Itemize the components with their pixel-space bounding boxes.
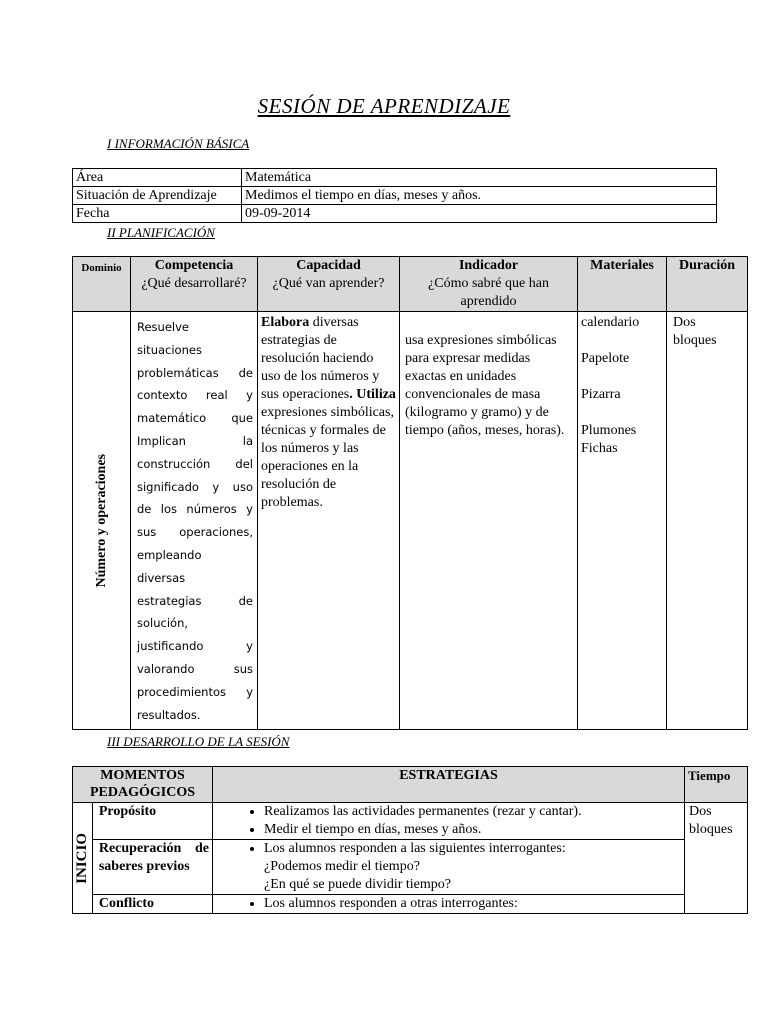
list-item: • Medir el tiempo en días, meses y años. [264, 821, 681, 839]
competencia-line: contexto real y [137, 388, 253, 403]
competencia-line: construcción del [137, 456, 253, 471]
competencia-line: estrategias de [137, 593, 253, 608]
question-line: ¿En qué se puede dividir tiempo? [264, 877, 451, 892]
info-value: Matemática [242, 169, 717, 187]
competencia-line: significado y uso [137, 479, 253, 494]
competencia-line: Implican la [137, 433, 253, 448]
header-competencia: Competencia ¿Qué desarrollaré? [131, 257, 258, 312]
info-label: Fecha [73, 205, 242, 223]
competencia-line: problemáticas de [137, 365, 253, 380]
competencia-line: diversas [137, 570, 186, 585]
dominio-text: Número y operaciones [93, 453, 109, 588]
competencia-line: situaciones [137, 342, 202, 357]
material-item: Papelote [581, 351, 630, 366]
competencia-line: empleando [137, 547, 202, 562]
info-row-situacion [73, 187, 717, 205]
page-title: SESIÓN DE APRENDIZAJE [257, 94, 511, 118]
competencia-line: de los números y [137, 502, 253, 517]
competencia-line: justificando y [137, 639, 253, 654]
header-duracion: Duración [667, 257, 748, 312]
header-estrategias: ESTRATEGIAS [213, 767, 685, 803]
capacidad-cell: Elabora diversas estrategias de resolución haciendo uso de los números y sus operaciones. Utiliza expresiones simbólicas, técnicas y formales de los números y las operaciones en la resolución de problemas. [258, 312, 400, 730]
desarrollo-table [72, 766, 748, 914]
plan-body-row [73, 312, 748, 730]
info-label: Área [73, 169, 242, 187]
inicio-text: INICIO [74, 832, 91, 884]
header-capacidad: Capacidad ¿Qué van aprender? [258, 257, 400, 312]
header-dominio: Dominio [73, 257, 131, 312]
header-momentos: MOMENTOS PEDAGÓGICOS [73, 767, 213, 803]
material-item: Pizarra [581, 387, 621, 402]
planificacion-table [72, 256, 748, 730]
plan-header-row [73, 257, 748, 312]
list-item: • Los alumnos responden a otras interrogantes: [264, 895, 681, 913]
list-item: • Realizamos las actividades permanentes (rezar y cantar). [264, 803, 681, 821]
competencia-line: Resuelve [137, 320, 189, 334]
materiales-cell [578, 312, 667, 730]
row-recuperacion [73, 840, 748, 895]
indicador-cell: usa expresiones simbólicas para expresar medidas exactas en unidades convencionales de masa (kilogramo y gramo) y de tiempo (años, meses, horas). [400, 312, 578, 730]
header-tiempo: Tiempo [685, 767, 748, 803]
info-value: 09-09-2014 [242, 205, 717, 223]
competencia-text [137, 316, 253, 726]
section-informacion-basica: I INFORMACIÓN BÁSICA [107, 136, 250, 151]
info-table [72, 168, 717, 223]
material-item: Plumones [581, 423, 637, 438]
estrategias-recuperacion [213, 840, 685, 895]
info-value: Medimos el tiempo en días, meses y años. [242, 187, 717, 205]
list-item: • Los alumnos responden a las siguientes interrogantes: [264, 840, 681, 858]
competencia-cell [131, 312, 258, 730]
section-planificacion: II PLANIFICACIÓN [107, 225, 215, 240]
competencia-line: matemático que [137, 411, 253, 426]
competencia-line: valorando sus [137, 661, 253, 676]
competencia-line: solución, [137, 616, 189, 631]
material-item: Fichas [581, 441, 618, 456]
label-recuperacion: Recuperación de saberes previos [92, 840, 212, 895]
duracion-cell: Dos bloques [667, 312, 748, 730]
row-proposito [73, 803, 748, 840]
estrategias-proposito [213, 803, 685, 840]
info-label: Situación de Aprendizaje [73, 187, 242, 205]
header-indicador: Indicador ¿Cómo sabré que han aprendido [400, 257, 578, 312]
tiempo-cell: Dos bloques [685, 803, 748, 914]
competencia-line: sus operaciones, [137, 525, 253, 540]
label-conflicto: Conflicto [92, 895, 212, 914]
competencia-line: procedimientos y [137, 684, 253, 699]
section-desarrollo: III DESARROLLO DE LA SESIÓN [107, 734, 290, 749]
label-proposito: Propósito [92, 803, 212, 840]
competencia-line: resultados. [137, 707, 201, 722]
estrategias-conflicto [213, 895, 685, 914]
material-item: calendario [581, 315, 640, 330]
info-row-fecha [73, 205, 717, 223]
info-row-area [73, 169, 717, 187]
header-materiales: Materiales [578, 257, 667, 312]
inicio-cell [73, 803, 93, 914]
question-line: ¿Podemos medir el tiempo? [264, 859, 420, 874]
dominio-cell [73, 312, 131, 730]
desarrollo-header-row [73, 767, 748, 803]
row-conflicto [73, 895, 748, 914]
